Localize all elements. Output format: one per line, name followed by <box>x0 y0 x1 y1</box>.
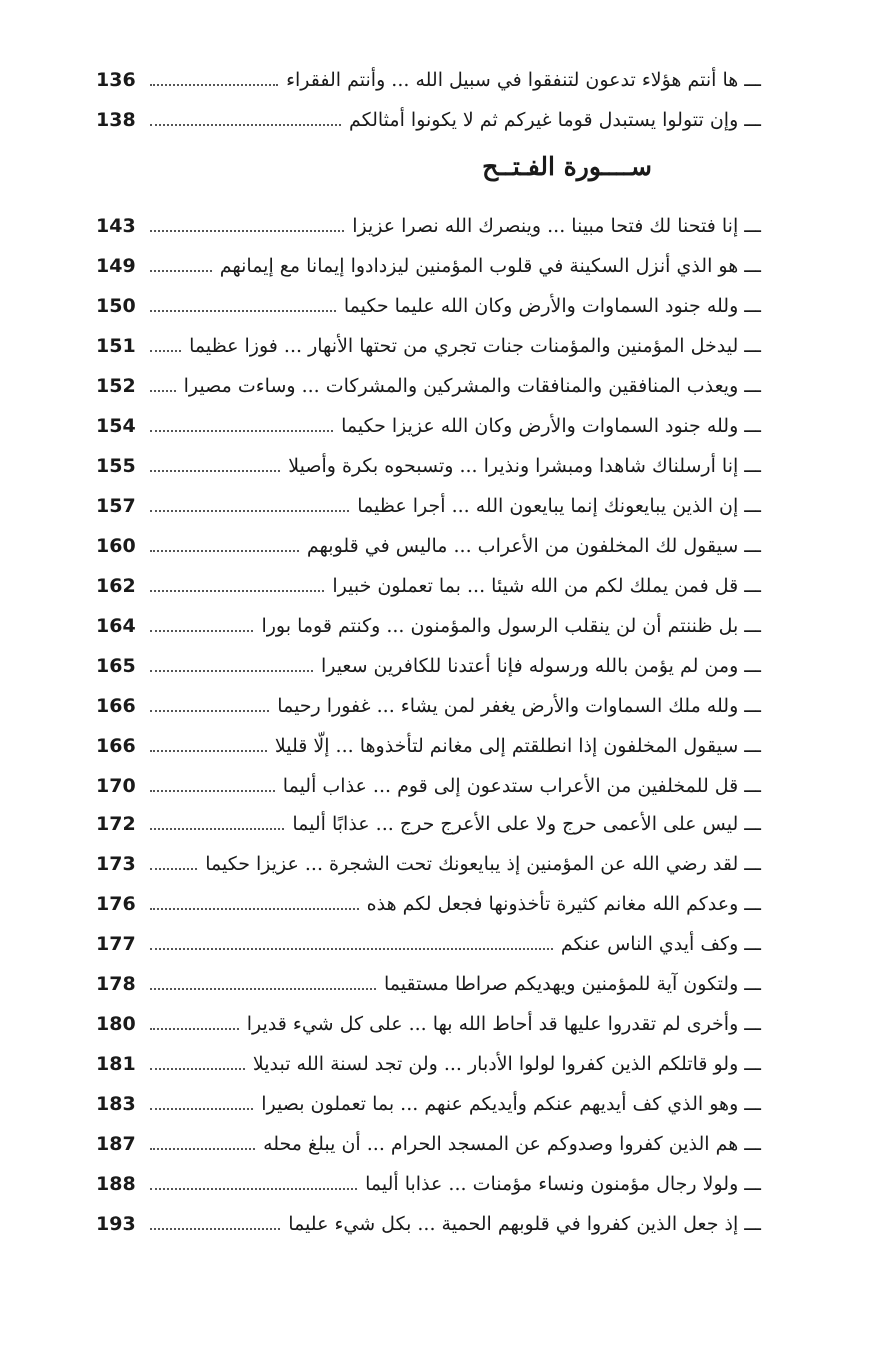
dot-leader <box>150 1148 255 1150</box>
toc-entry-page: 188 <box>96 1173 136 1195</box>
toc-entry-title: ـــ وعدكم الله مغانم كثيرة تأخذونها فجعل لكم هذه <box>366 893 761 915</box>
toc-entry-page: 170 <box>96 775 136 797</box>
toc-entry <box>96 331 761 361</box>
dot-leader <box>150 230 344 232</box>
toc-entry <box>96 929 761 959</box>
toc-entry-title: ـــ وأخرى لم تقدروا عليها قد أحاط الله بها ... على كل شيء قديرا <box>246 1013 761 1035</box>
toc-entry <box>96 211 761 241</box>
toc-entry-page: 150 <box>96 295 136 317</box>
dot-leader <box>150 84 278 86</box>
dot-leader <box>150 750 267 752</box>
toc-entry <box>96 531 761 561</box>
dot-leader <box>150 670 313 672</box>
dot-leader <box>150 630 253 632</box>
dot-leader <box>150 550 299 552</box>
toc-entry-title: ـــ إن الذين يبايعونك إنما يبايعون الله ... أجرا عظيما <box>357 495 761 517</box>
toc-entry-page: 152 <box>96 375 136 397</box>
toc-entry <box>96 969 761 999</box>
dot-leader <box>150 948 553 950</box>
dot-leader <box>150 310 336 312</box>
toc-entry-title: ـــ ولله جنود السماوات والأرض وكان الله عزيزا حكيما <box>341 415 761 437</box>
toc-entry-page: 166 <box>96 735 136 757</box>
toc-entry <box>96 251 761 281</box>
toc-entry-page: 138 <box>96 109 136 131</box>
toc-entry-title: ـــ لقد رضي الله عن المؤمنين إذ يبايعونك تحت الشجرة ... عزيزا حكيما <box>205 853 761 875</box>
toc-entry <box>96 1089 761 1119</box>
toc-entry-page: 172 <box>96 813 136 835</box>
toc-entry-title: ـــ هو الذي أنزل السكينة في قلوب المؤمنين ليزدادوا إيمانا مع إيمانهم <box>219 255 761 277</box>
toc-entry <box>96 1049 761 1079</box>
toc-entry-title: ـــ ها أنتم هؤلاء تدعون لتنفقوا في سبيل الله ... وأنتم الفقراء <box>286 69 761 91</box>
dot-leader <box>150 1228 280 1230</box>
toc-entry-page: 177 <box>96 933 136 955</box>
toc-entry-title: ـــ هم الذين كفروا وصدوكم عن المسجد الحرام ... أن يبلغ محله <box>263 1133 761 1155</box>
toc-entry <box>96 849 761 879</box>
toc-entry-page: 193 <box>96 1213 136 1235</box>
toc-entry-page: 162 <box>96 575 136 597</box>
dot-leader <box>150 390 176 392</box>
toc-entry <box>96 1169 761 1199</box>
toc-entry <box>96 291 761 321</box>
toc-entry <box>96 371 761 401</box>
dot-leader <box>150 350 181 352</box>
toc-entry-page: 155 <box>96 455 136 477</box>
toc-entry <box>96 1129 761 1159</box>
toc-entry-page: 173 <box>96 853 136 875</box>
toc-entry <box>96 731 761 761</box>
toc-entry <box>96 105 761 135</box>
dot-leader <box>150 590 324 592</box>
toc-entry-page: 151 <box>96 335 136 357</box>
toc-entry-page: 164 <box>96 615 136 637</box>
toc-entry-title: ـــ قل للمخلفين من الأعراب ستدعون إلى قوم ... عذاب أليما <box>282 775 761 797</box>
dot-leader <box>150 270 212 272</box>
toc-entry <box>96 571 761 601</box>
toc-entry-title: ـــ إنا فتحنا لك فتحا مبينا ... وينصرك الله نصرا عزيزا <box>352 215 761 237</box>
toc-entry-title: ـــ بل ظننتم أن لن ينقلب الرسول والمؤمنون ... وكنتم قوما بورا <box>261 615 761 637</box>
dot-leader <box>150 868 197 870</box>
dot-leader <box>150 510 349 512</box>
toc-entry-title: ـــ ولتكون آية للمؤمنين ويهديكم صراطا مستقيما <box>383 973 761 995</box>
toc-entry-title: ـــ ولو قاتلكم الذين كفروا لولوا الأدبار ... ولن تجد لسنة الله تبديلا <box>252 1053 761 1075</box>
toc-entry-title: ـــ إذ جعل الذين كفروا في قلوبهم الحمية ... بكل شيء عليما <box>288 1213 761 1235</box>
toc-entry-title: ـــ ويعذب المنافقين والمنافقات والمشركين والمشركات ... وساءت مصيرا <box>183 375 761 397</box>
toc-entry-title: ـــ ولله جنود السماوات والأرض وكان الله عليما حكيما <box>343 295 761 317</box>
toc-entry-page: 143 <box>96 215 136 237</box>
toc-entry-page: 136 <box>96 69 136 91</box>
dot-leader <box>150 828 284 830</box>
toc-entry-title: ـــ سيقول لك المخلفون من الأعراب ... ماليس في قلوبهم <box>306 535 761 557</box>
dot-leader <box>150 710 269 712</box>
toc-entry <box>96 691 761 721</box>
toc-entry-title: ـــ ولله ملك السماوات والأرض يغفر لمن يشاء ... غفورا رحيما <box>277 695 761 717</box>
toc-entry-title: ـــ ليدخل المؤمنين والمؤمنات جنات تجري من تحتها الأنهار ... فوزا عظيما <box>189 335 761 357</box>
section-heading: ســــورة الفـتــح <box>482 152 652 181</box>
dot-leader <box>150 470 280 472</box>
toc-entry-title: ـــ إنا أرسلناك شاهدا ومبشرا ونذيرا ... وتسبحوه بكرة وأصيلا <box>288 455 761 477</box>
toc-entry <box>96 809 761 839</box>
dot-leader <box>150 1068 245 1070</box>
toc-entry-page: 183 <box>96 1093 136 1115</box>
toc-entry-page: 165 <box>96 655 136 677</box>
toc-entry-title: ـــ ومن لم يؤمن بالله ورسوله فإنا أعتدنا للكافرين سعيرا <box>320 655 761 677</box>
dot-leader <box>150 1188 357 1190</box>
toc-entry-page: 178 <box>96 973 136 995</box>
dot-leader <box>150 988 376 990</box>
toc-entry <box>96 1209 761 1239</box>
toc-entry-page: 157 <box>96 495 136 517</box>
dot-leader <box>150 1028 239 1030</box>
toc-entry <box>96 1009 761 1039</box>
toc-entry-page: 181 <box>96 1053 136 1075</box>
toc-entry-title: ـــ سيقول المخلفون إذا انطلقتم إلى مغانم لتأخذوها ... إلّا قليلا <box>274 735 761 757</box>
toc-entry-page: 187 <box>96 1133 136 1155</box>
toc-entry-title: ـــ ليس على الأعمى حرج ولا على الأعرج حرج ... عذابًا أليما <box>292 813 761 835</box>
toc-entry-page: 166 <box>96 695 136 717</box>
toc-entry <box>96 771 761 801</box>
toc-entry-title: ـــ وهو الذي كف أيديهم عنكم وأيديكم عنهم ... بما تعملون بصيرا <box>261 1093 761 1115</box>
toc-entry <box>96 411 761 441</box>
toc-entry-page: 176 <box>96 893 136 915</box>
toc-entry <box>96 451 761 481</box>
toc-entry <box>96 491 761 521</box>
toc-entry <box>96 889 761 919</box>
dot-leader <box>150 124 341 126</box>
toc-entry-page: 160 <box>96 535 136 557</box>
toc-entry <box>96 651 761 681</box>
toc-entry-title: ـــ وإن تتولوا يستبدل قوما غيركم ثم لا يكونوا أمثالكم <box>348 109 761 131</box>
toc-entry <box>96 65 761 95</box>
dot-leader <box>150 908 359 910</box>
toc-entry <box>96 611 761 641</box>
dot-leader <box>150 790 275 792</box>
toc-entry-page: 180 <box>96 1013 136 1035</box>
toc-entry-page: 149 <box>96 255 136 277</box>
dot-leader <box>150 430 333 432</box>
toc-entry-title: ـــ وكف أيدي الناس عنكم <box>560 933 761 955</box>
toc-entry-page: 154 <box>96 415 136 437</box>
toc-entry-title: ـــ قل فمن يملك لكم من الله شيئا ... بما تعملون خبيرا <box>332 575 761 597</box>
toc-entry-title: ـــ ولولا رجال مؤمنون ونساء مؤمنات ... عذابا أليما <box>365 1173 761 1195</box>
dot-leader <box>150 1108 253 1110</box>
